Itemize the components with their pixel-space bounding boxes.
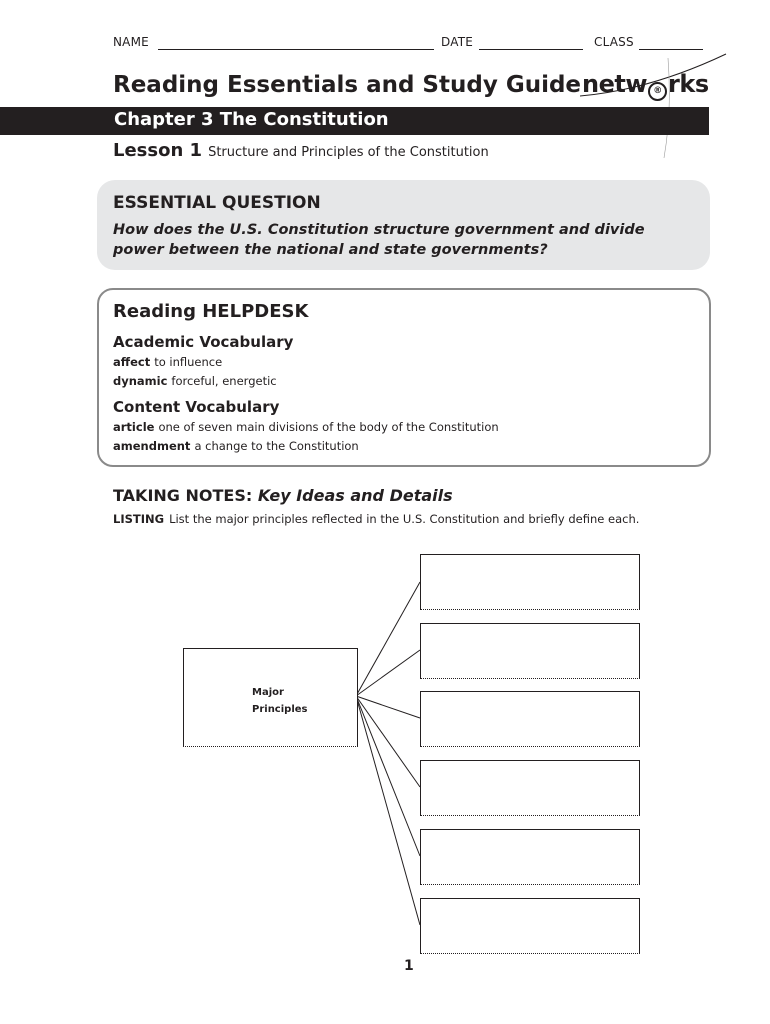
name-label: NAME	[113, 35, 149, 49]
principle-answer-box-1[interactable]	[420, 554, 640, 610]
vocab-term: affect	[113, 355, 151, 369]
connector-line-4	[356, 696, 420, 787]
principle-answer-box-4[interactable]	[420, 760, 640, 816]
taking-notes-subtitle: Key Ideas and Details	[257, 486, 453, 505]
vocab-definition: one of seven main divisions of the body of the Constitution	[158, 420, 499, 434]
page-title: Reading Essentials and Study Guide	[113, 72, 582, 98]
connector-line-2	[356, 650, 420, 696]
class-label: CLASS	[594, 35, 634, 49]
taking-notes-label: TAKING NOTES:	[113, 486, 253, 505]
essential-question-text: How does the U.S. Constitution structure government and divide power between the national and state governments?	[113, 222, 645, 258]
connector-line-3	[356, 696, 420, 718]
content-vocabulary-heading: Content Vocabulary	[113, 398, 280, 416]
logo-o-icon: ®	[648, 82, 667, 101]
vocab-definition: to influence	[154, 355, 223, 369]
connector-line-1	[356, 582, 420, 696]
helpdesk-title: Reading HELPDESK	[113, 301, 309, 322]
major-principles-label	[252, 684, 307, 718]
vocab-definition: forceful, energetic	[171, 374, 277, 388]
major-principles-line-1: Major	[252, 687, 284, 698]
connector-line-5	[356, 696, 420, 856]
essential-question-title: ESSENTIAL QUESTION	[113, 193, 321, 213]
chapter-title: Chapter 3 The Constitution	[114, 109, 389, 130]
logo-text-start: netw	[582, 70, 648, 98]
vocab-definition: a change to the Constitution	[194, 439, 359, 453]
listing-label: LISTING	[113, 512, 165, 526]
principle-answer-box-2[interactable]	[420, 623, 640, 679]
vocab-term: amendment	[113, 439, 191, 453]
major-principles-line-2: Principles	[252, 704, 308, 715]
date-label: DATE	[441, 35, 474, 49]
connector-line-6	[356, 696, 420, 925]
vocab-term: article	[113, 420, 155, 434]
lesson-description: Structure and Principles of the Constitution	[208, 145, 489, 160]
principle-answer-box-6[interactable]	[420, 898, 640, 954]
vocab-term: dynamic	[113, 374, 168, 388]
listing-text: List the major principles reflected in the U.S. Constitution and briefly define each.	[169, 512, 640, 526]
page-number: 1	[404, 958, 414, 974]
principle-answer-box-3[interactable]	[420, 691, 640, 747]
academic-vocabulary-heading: Academic Vocabulary	[113, 333, 294, 351]
principle-answer-box-5[interactable]	[420, 829, 640, 885]
logo-text-end: rks	[668, 70, 709, 98]
lesson-number: Lesson 1	[113, 140, 203, 161]
